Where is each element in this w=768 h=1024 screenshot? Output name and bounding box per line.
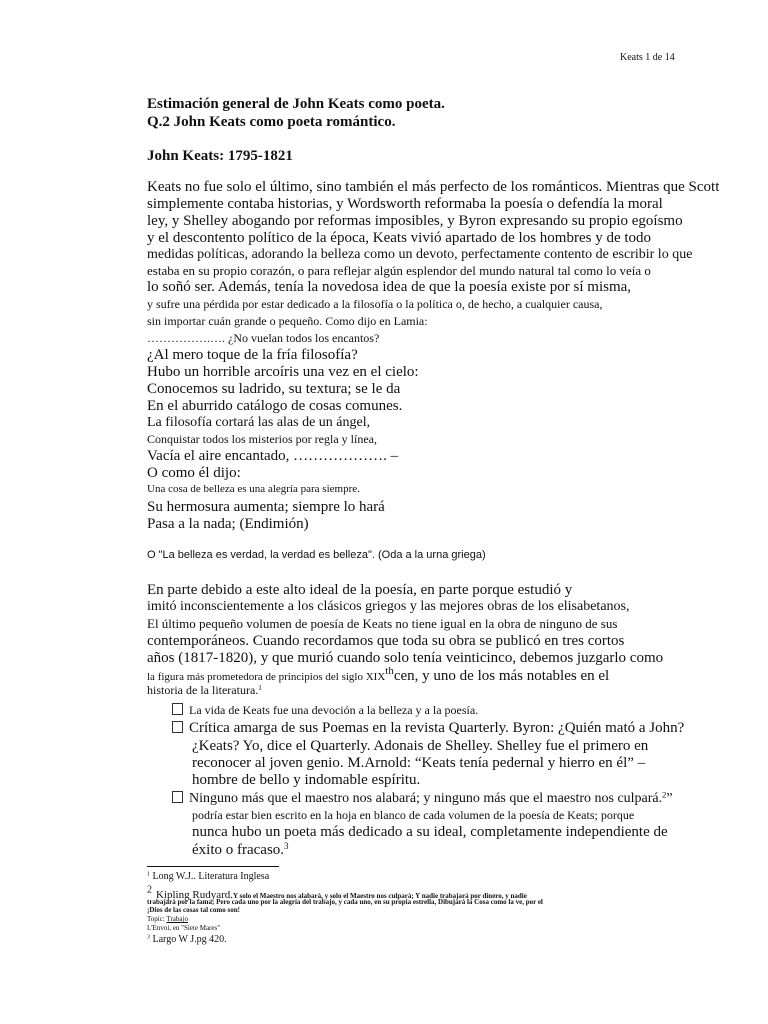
footnote-number: 3 [147,934,150,941]
footnote-number: 2 [147,884,152,896]
checkbox-icon [172,703,183,715]
poem-line: Pasa a la nada; (Endimión) [147,516,309,532]
page-number-header: Keats 1 de 14 [620,52,675,63]
bullet-continuation: reconocer al joven genio. M.Arnold: “Keats tenía pedernal y hierro en él” – [192,755,646,771]
footnote-number: 1 [147,871,150,878]
bullet-text: La vida de Keats fue una devoción a la belleza y a la poesía. [189,703,479,717]
footnote-separator [147,866,279,867]
topic-link[interactable]: Trabajo [166,915,188,923]
paragraph-line: sin importar cuán grande o pequeño. Como dijo en Lamia: [147,314,428,328]
paragraph-line [147,684,262,696]
paragraph-line: años (1817-1820), y que murió cuando solo tenía veinticinco, debemos juzgarlo como [147,650,664,666]
closing-quote: ” [666,791,673,806]
checkbox-icon [172,791,183,803]
paragraph-line: estaba en su propio corazón, o para reflejar algún esplendor del mundo natural tal como lo veía o [147,263,651,278]
topic-label: Topic: [147,915,167,923]
bullet-continuation: podría estar bien escrito en la hoja en blanco de cada volumen de la poesía de Keats; porque [192,808,635,822]
footnote-text: trabajará por la fama; Pero cada uno por la alegría del trabajo, y cada uno, en su propia estrella, Dibujará la Cosa como la ve, por el [147,898,543,906]
bullet-item [172,703,478,716]
paragraph-line: ley, y Shelley abogando por reformas imposibles, y Byron expresando su propio egoísmo [147,213,683,229]
footnote-1 [147,872,269,882]
poem-line: La filosofía cortará las alas de un ángel, [147,415,371,430]
paragraph-line: lo soñó ser. Además, tenía la novedosa idea de que la poesía existe por sí misma, [147,279,632,295]
footnote-topic [147,916,188,923]
footnote-ref: 3 [284,841,289,852]
heading-title: Estimación general de John Keats como poeta. [147,96,445,112]
poem-line: Vacía el aire encantado, ………………. – [147,448,399,464]
bullet-continuation: hombre de bello y indomable espíritu. [192,772,421,788]
poem-line: O como él dijo: [147,465,241,481]
poem-line: En el aburrido catálogo de cosas comunes. [147,398,403,414]
paragraph-line: simplemente contaba historias, y Wordsworth reformaba la poesía o defendía la moral [147,196,663,212]
bullet-text: éxito o fracaso. [192,842,285,858]
paragraph-line: Keats no fue solo el último, sino también el más perfecto de los románticos. Mientras que Scott [147,179,720,195]
bullet-continuation: nunca hubo un poeta más dedicado a su ideal, completamente independiente de [192,824,668,840]
poem-line: Su hermosura aumenta; siempre lo hará [147,499,385,515]
paragraph-line: medidas políticas, adorando la belleza como un devoto, perfectamente contento de escribir lo que [147,247,693,262]
footnote-text: Y solo el Maestro nos alabará, y solo el Maestro nos culpará; Y nadie trabajará por dinero, y nadie [233,892,527,900]
footnote-source: L'Envoi, en "Siete Mares" [147,924,221,932]
poem-line: Una cosa de belleza es una alegría para siempre. [147,483,360,495]
footnote-ref: 2 [662,790,667,800]
footnote-text: Largo W J.pg 420. [152,934,227,945]
poem-line: Conquistar todos los misterios por regla y línea, [147,432,377,446]
paragraph-line: El último pequeño volumen de poesía de Keats no tiene igual en la obra de ninguno de sus [147,616,618,631]
paragraph-line: contemporáneos. Cuando recordamos que toda su obra se publicó en tres cortos [147,633,625,649]
poem-line: …………….…. ¿No vuelan todos los encantos? [147,331,380,345]
paragraph-line: y el descontento político de la época, Keats vivió apartado de los hombres y de todo [147,230,652,246]
paragraph-line: imitó inconscientemente a los clásicos griegos y las mejores obras de los elisabetanos, [147,599,630,614]
checkbox-icon [172,721,183,733]
bullet-text: Ninguno más que el maestro nos alabará; y ninguno más que el maestro nos culpará. [189,791,663,806]
footnote-author: Kipling Rudyard. [156,889,233,901]
ordinal-superscript: th [385,664,394,677]
paragraph-segment: la figura más prometedora de principios del siglo XIX [147,671,386,683]
bullet-continuation: ¿Keats? Yo, dice el Quarterly. Adonais de Shelley. Shelley fue el primero en [192,738,649,754]
heading-subtitle: Q.2 John Keats como poeta romántico. [147,114,396,130]
heading-dates: John Keats: 1795-1821 [147,148,293,164]
footnote-3 [147,935,227,945]
poem-line: Conocemos su ladrido, su textura; se le da [147,381,401,397]
poem-line: Hubo un horrible arcoíris una vez en el cielo: [147,364,419,380]
bullet-item [172,791,673,806]
footnote-ref: 1 [258,684,262,693]
poem-line: ¿Al mero toque de la fría filosofía? [147,347,358,363]
bullet-continuation [192,843,289,858]
paragraph-segment: cen, y uno de los más notables en el [393,668,610,684]
footnote-text: ¡Dios de las cosas tal como son! [147,906,240,914]
paragraph-segment: historia de la literatura. [147,683,259,697]
footnote-text: Long W.J.. Literatura Inglesa [152,871,270,882]
paragraph-line [147,664,610,684]
urn-quote-line: O "La belleza es verdad, la verdad es belleza". (Oda a la urna griega) [147,549,486,561]
bullet-text: Crítica amarga de sus Poemas en la revista Quarterly. Byron: ¿Quién mató a John? [189,720,685,736]
bullet-item [172,721,684,736]
paragraph-line: En parte debido a este alto ideal de la poesía, en parte porque estudió y [147,582,573,598]
paragraph-line: y sufre una pérdida por estar dedicado a la filosofía o la política o, de hecho, a cualquier causa, [147,297,603,311]
